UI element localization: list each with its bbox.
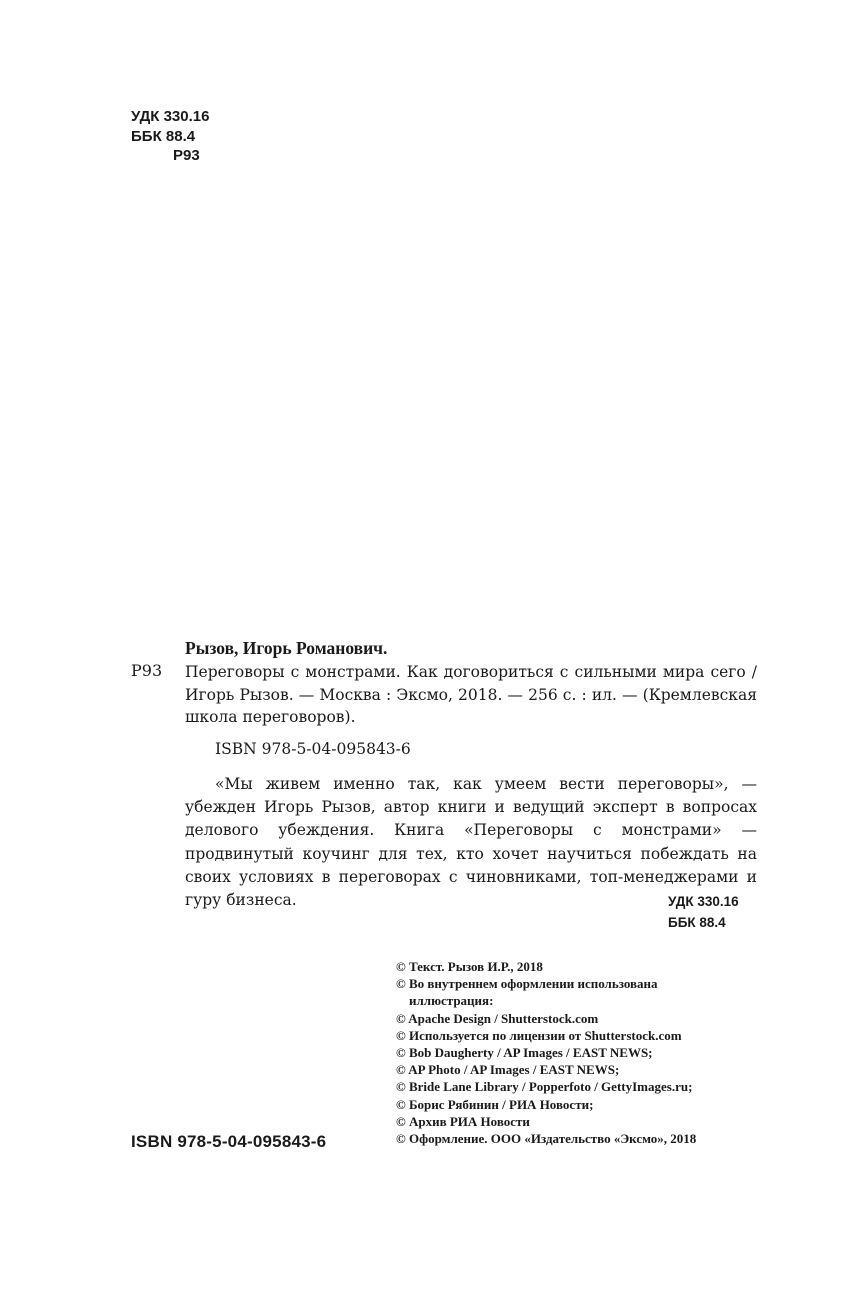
annotation: «Мы живем именно так, как умеем вести переговоры», — убежден Игорь Рызов, автор книги и ведущий эксперт в вопросах делового убеждения. Книга «Переговоры с монстрами» — продвинутый коучинг для тех, кто хочет научиться побеждать на своих условиях в переговорах с чиновниками, топ-менеджерами и гуру бизнеса. (185, 775, 757, 910)
card-bbk-code: ББК 88.4 (668, 915, 726, 930)
card-cutter-code: Р93 (131, 661, 163, 680)
copyright-item: © Используется по лицензии от Shutterstock.com (396, 1027, 682, 1043)
card-isbn: ISBN 978-5-04-095843-6 (215, 740, 411, 758)
author-heading: Рызов, Игорь Романович. (185, 638, 388, 658)
isbn-main: ISBN 978-5-04-095843-6 (131, 1132, 327, 1151)
classification-codes (131, 107, 209, 166)
copyright-item: © Apache Design / Shutterstock.com (396, 1010, 599, 1026)
card-udk-code: УДК 330.16 (668, 894, 739, 909)
copyright-item: иллюстрация: (409, 993, 494, 1009)
copyright-item: © Текст. Рызов И.Р., 2018 (396, 959, 543, 974)
copyright-item: © Оформление. ООО «Издательство «Эксмо», 2018 (396, 1131, 697, 1147)
copyright-item: © Bob Daugherty / AP Images / EAST NEWS; (396, 1045, 653, 1061)
copyright-item: © AP Photo / AP Images / EAST NEWS; (396, 1062, 620, 1078)
bibliographic-description: Переговоры с монстрами. Как договориться с сильными мира сего / Игорь Рызов. — Москва : Эксмо, 2018. — 256 с. : ил. — (Кремлевская школа переговоров). (185, 663, 757, 726)
bbk-code: ББК 88.4 (131, 127, 196, 145)
cutter-code: Р93 (173, 147, 200, 164)
copyright-item: © Архив РИА Новости (396, 1113, 530, 1129)
copyright-list (396, 958, 766, 1147)
card-classification-codes (668, 891, 739, 933)
copyright-item: © Bride Lane Library / Popperfoto / GettyImages.ru; (396, 1079, 693, 1095)
copyright-item: © Борис Рябинин / РИА Новости; (396, 1096, 594, 1112)
udk-code: УДК 330.16 (131, 108, 210, 125)
copyright-item: © Во внутреннем оформлении использована (396, 976, 658, 992)
